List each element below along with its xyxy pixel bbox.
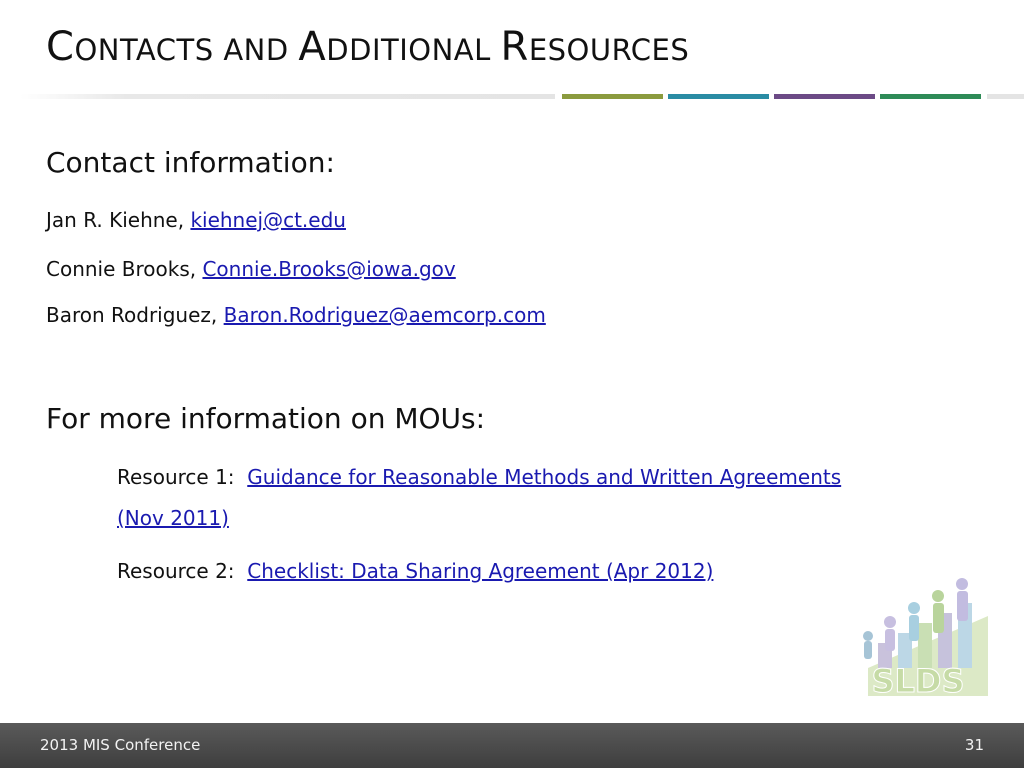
title-divider — [0, 94, 1024, 99]
slds-logo — [848, 578, 988, 696]
resource-link-guidance[interactable]: Guidance for Reasonable Methods and Written Agreements — [247, 465, 842, 489]
divider-segment-grey — [20, 94, 555, 99]
resource-line-continued — [117, 506, 229, 530]
contact-email-link[interactable]: Connie.Brooks@iowa.gov — [202, 257, 456, 281]
contact-line — [46, 208, 346, 232]
title-cap-c: C — [46, 24, 75, 70]
contact-name: Connie Brooks, — [46, 257, 197, 281]
contact-name: Jan R. Kiehne, — [46, 208, 185, 232]
slide-title — [46, 24, 689, 70]
mou-heading: For more information on MOUs: — [46, 402, 486, 435]
contact-email-link[interactable]: kiehnej@ct.edu — [190, 208, 346, 232]
resource-line — [117, 465, 841, 489]
resource-link-guidance-date[interactable]: (Nov 2011) — [117, 506, 229, 530]
resource-label: Resource 1: — [117, 465, 235, 489]
divider-segment-teal — [668, 94, 769, 99]
title-part-3: ESOURCES — [528, 33, 690, 67]
footer-bar — [0, 723, 1024, 768]
contact-line — [46, 257, 456, 281]
contact-email-link[interactable]: Baron.Rodriguez@aemcorp.com — [223, 303, 546, 327]
title-cap-r: R — [500, 24, 529, 70]
conference-name: 2013 MIS Conference — [40, 736, 201, 754]
title-part-2: DDITIONAL — [326, 33, 501, 67]
logo-text: SLDS — [871, 662, 965, 696]
contact-line — [46, 303, 546, 327]
divider-segment-grey-end — [987, 94, 1024, 99]
resource-line — [117, 559, 713, 583]
divider-segment-dark-green — [880, 94, 981, 99]
title-part-1: ONTACTS AND — [74, 33, 299, 67]
page-number: 31 — [964, 736, 984, 754]
title-cap-a: A — [298, 24, 327, 70]
divider-segment-green — [562, 94, 663, 99]
divider-segment-purple — [774, 94, 875, 99]
contact-heading: Contact information: — [46, 146, 335, 179]
resource-label: Resource 2: — [117, 559, 235, 583]
resource-link-checklist[interactable]: Checklist: Data Sharing Agreement (Apr 2012) — [247, 559, 714, 583]
contact-name: Baron Rodriguez, — [46, 303, 218, 327]
